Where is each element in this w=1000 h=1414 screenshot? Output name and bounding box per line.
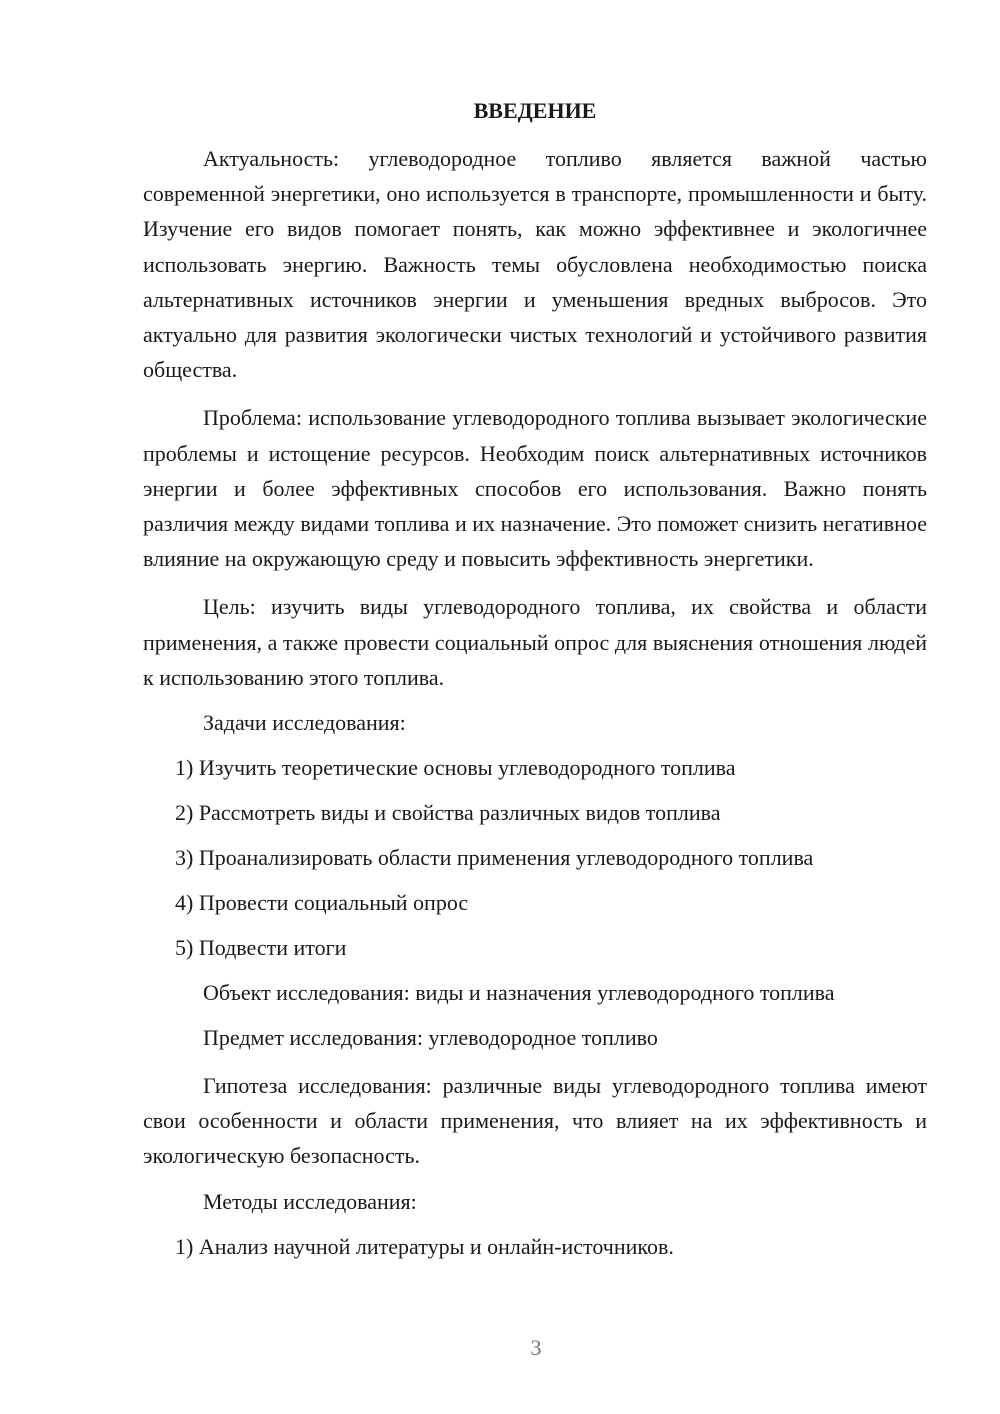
- paragraph-goal: Цель: изучить виды углеводородного топлива, их свойства и области применения, а также провести социальный опрос для выяснения отношения людей к использованию этого топлива.: [143, 594, 927, 690]
- task-item: 3) Проанализировать области применения углеводородного топлива: [175, 845, 814, 871]
- paragraph-relevance: Актуальность: углеводородное топливо является важной частью современной энергетики, оно используется в транспорте, промышленности и быту. Изучение его видов помогает понять, как можно эффективнее и экологичнее использовать энергию. Важность темы обусловлена необходимостью поиска альтернативных источников энергии и уменьшения вредных выбросов. Это актуально для развития экологически чистых технологий и устойчивого развития общества.: [143, 146, 927, 383]
- paragraph-hypothesis: Гипотеза исследования: различные виды углеводородного топлива имеют свои особенности и области применения, что влияет на их эффективность и экологическую безопасность.: [143, 1073, 927, 1169]
- task-item: 2) Рассмотреть виды и свойства различных видов топлива: [175, 800, 721, 826]
- tasks-heading: Задачи исследования:: [203, 710, 406, 736]
- task-item: 5) Подвести итоги: [175, 935, 347, 961]
- document-page: [143, 96, 927, 1277]
- task-item: 1) Изучить теоретические основы углеводородного топлива: [175, 755, 736, 781]
- research-object: Объект исследования: виды и назначения углеводородного топлива: [203, 980, 835, 1006]
- page-number: 3: [530, 1335, 542, 1360]
- research-subject: Предмет исследования: углеводородное топливо: [203, 1025, 658, 1051]
- task-item: 4) Провести социальный опрос: [175, 890, 469, 916]
- methods-heading: Методы исследования:: [203, 1188, 417, 1214]
- paragraph-problem: Проблема: использование углеводородного топлива вызывает экологические проблемы и истощение ресурсов. Необходим поиск альтернативных источников энергии и более эффективных способов его использования. Важно понять различия между видами топлива и их назначение. Это поможет снизить негативное влияние на окружающую среду и повысить эффективность энергетики.: [143, 405, 927, 572]
- page-title: ВВЕДЕНИЕ: [473, 98, 597, 123]
- method-item: 1) Анализ научной литературы и онлайн-источников.: [175, 1233, 674, 1259]
